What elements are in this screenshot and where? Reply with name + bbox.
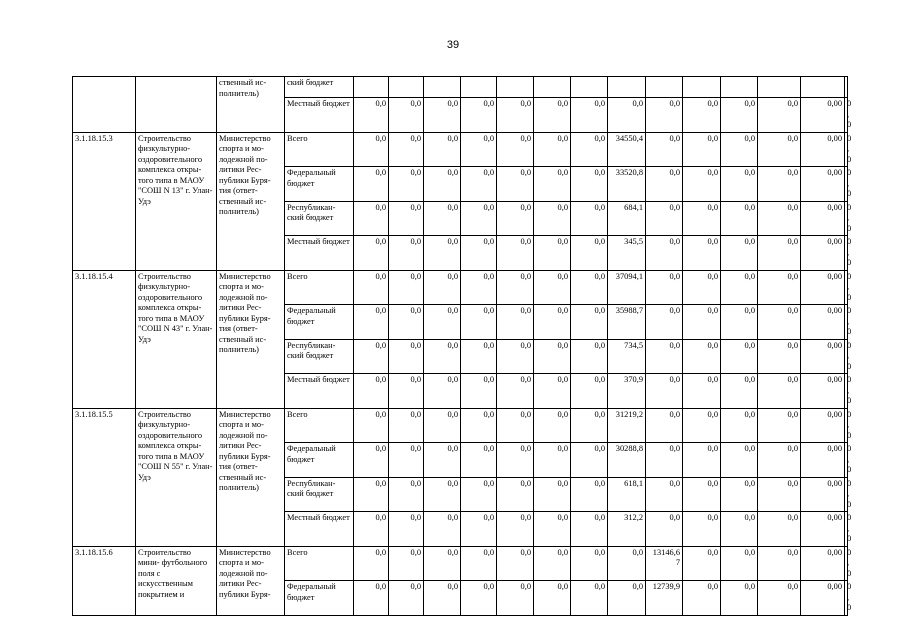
table-body bbox=[73, 77, 852, 616]
value-cell: 0,0 bbox=[497, 98, 534, 133]
value-cell: 0,0 bbox=[683, 236, 721, 271]
value-cell: 0,0 bbox=[354, 512, 389, 547]
value-cell: 0,0 bbox=[497, 477, 534, 512]
source-cell: ский бюджет bbox=[285, 77, 354, 98]
value-cell: 0,0 bbox=[758, 132, 801, 167]
value-cell: 0,0 bbox=[424, 305, 461, 340]
value-cell: 12739,9 bbox=[646, 581, 683, 616]
value-cell bbox=[571, 77, 608, 98]
source-cell: Федеральный бюджет bbox=[285, 443, 354, 478]
value-cell: 0,0 bbox=[571, 98, 608, 133]
value-cell: 0,0 bbox=[571, 305, 608, 340]
source-cell: Всего bbox=[285, 132, 354, 167]
value-cell: 0,0 bbox=[534, 512, 571, 547]
value-cell: 0,0 bbox=[646, 236, 683, 271]
value-cell: 0,0 bbox=[389, 339, 424, 374]
value-cell bbox=[646, 77, 683, 98]
value-cell: 0,0 bbox=[354, 443, 389, 478]
value-cell: 0,0 bbox=[683, 408, 721, 443]
value-cell: 0,0 bbox=[721, 581, 758, 616]
value-cell: 0,0 bbox=[683, 132, 721, 167]
value-cell: 0,0 bbox=[758, 167, 801, 202]
value-cell: 0,0 bbox=[534, 477, 571, 512]
value-cell: 0,0 bbox=[497, 339, 534, 374]
value-cell: 0,0 bbox=[461, 98, 497, 133]
value-cell: 0,0 bbox=[389, 512, 424, 547]
value-cell: 0,0 bbox=[571, 339, 608, 374]
value-cell: 0,0 bbox=[845, 201, 848, 236]
value-cell: 35988,7 bbox=[608, 305, 646, 340]
source-cell: Всего bbox=[285, 546, 354, 581]
value-cell: 0,0 bbox=[497, 512, 534, 547]
value-cell: 0,0 bbox=[721, 167, 758, 202]
code-cell: 3.1.18.15.3 bbox=[73, 132, 136, 270]
value-cell: 0,0 bbox=[721, 546, 758, 581]
value-cell: 0,0 bbox=[758, 339, 801, 374]
value-cell: 33520,8 bbox=[608, 167, 646, 202]
name-cell: Строительство мини- футбольного поля с искусственным покрытием и bbox=[136, 546, 217, 615]
value-cell: 0,00 bbox=[801, 443, 845, 478]
value-cell: 0,0 bbox=[646, 167, 683, 202]
value-cell: 0,0 bbox=[461, 443, 497, 478]
value-cell: 0,0 bbox=[758, 374, 801, 409]
value-cell: 0,0 bbox=[534, 270, 571, 305]
value-cell: 0,0 bbox=[758, 201, 801, 236]
code-cell: 3.1.18.15.5 bbox=[73, 408, 136, 546]
value-cell: 0,0 bbox=[534, 339, 571, 374]
value-cell: 0,0 bbox=[424, 546, 461, 581]
value-cell: 0,0 bbox=[571, 374, 608, 409]
value-cell bbox=[801, 77, 845, 98]
value-cell: 0,0 bbox=[683, 305, 721, 340]
value-cell: 0,0 bbox=[461, 374, 497, 409]
executor-cell: Министерство спорта и мо- лодежной по- литики Рес- публики Буря- тия (ответ- ственный ис- полнитель) bbox=[217, 132, 285, 270]
value-cell: 0,0 bbox=[534, 98, 571, 133]
value-cell: 0,0 bbox=[646, 201, 683, 236]
value-cell: 0,0 bbox=[608, 546, 646, 581]
value-cell: 0,0 bbox=[646, 374, 683, 409]
value-cell: 0,0 bbox=[534, 236, 571, 271]
value-cell: 0,0 bbox=[354, 132, 389, 167]
value-cell: 0,0 bbox=[758, 512, 801, 547]
value-cell: 0,0 bbox=[571, 408, 608, 443]
value-cell: 0,0 bbox=[424, 167, 461, 202]
value-cell: 34550,4 bbox=[608, 132, 646, 167]
value-cell: 0,0 bbox=[571, 443, 608, 478]
source-cell: Всего bbox=[285, 270, 354, 305]
value-cell: 0,00 bbox=[801, 167, 845, 202]
value-cell: 0,0 bbox=[534, 581, 571, 616]
value-cell: 0,0 bbox=[758, 443, 801, 478]
value-cell: 0,0 bbox=[534, 305, 571, 340]
value-cell: 0,0 bbox=[646, 305, 683, 340]
value-cell: 0,0 bbox=[461, 167, 497, 202]
value-cell: 0,0 bbox=[389, 132, 424, 167]
value-cell bbox=[424, 77, 461, 98]
source-cell: Республикан- ский бюджет bbox=[285, 339, 354, 374]
value-cell: 0,0 bbox=[758, 98, 801, 133]
value-cell: 0,0 bbox=[721, 374, 758, 409]
value-cell: 0,00 bbox=[801, 305, 845, 340]
value-cell: 0,0 bbox=[646, 339, 683, 374]
value-cell: 0,0 bbox=[571, 201, 608, 236]
source-cell: Местный бюджет bbox=[285, 512, 354, 547]
value-cell: 0,0 bbox=[721, 236, 758, 271]
value-cell: 0,0 bbox=[389, 546, 424, 581]
value-cell: 0,0 bbox=[534, 546, 571, 581]
page-number: 39 bbox=[446, 39, 460, 51]
value-cell: 0,0 bbox=[424, 477, 461, 512]
value-cell: 0,0 bbox=[683, 201, 721, 236]
budget-table bbox=[72, 76, 852, 616]
value-cell: 0,0 bbox=[354, 374, 389, 409]
value-cell: 0,0 bbox=[354, 167, 389, 202]
value-cell: 0,0 bbox=[571, 167, 608, 202]
value-cell: 0,0 bbox=[758, 408, 801, 443]
value-cell: 0,0 bbox=[845, 443, 848, 478]
value-cell: 0,0 bbox=[354, 270, 389, 305]
value-cell: 0,0 bbox=[497, 167, 534, 202]
value-cell: 0,00 bbox=[801, 546, 845, 581]
value-cell: 0,00 bbox=[801, 374, 845, 409]
value-cell: 0,0 bbox=[497, 270, 534, 305]
value-cell: 0,0 bbox=[389, 305, 424, 340]
value-cell: 0,0 bbox=[721, 408, 758, 443]
value-cell: 0,0 bbox=[758, 546, 801, 581]
value-cell: 0,0 bbox=[461, 408, 497, 443]
value-cell: 0,0 bbox=[354, 477, 389, 512]
value-cell: 0,00 bbox=[801, 408, 845, 443]
value-cell: 0,0 bbox=[461, 546, 497, 581]
value-cell: 0,0 bbox=[571, 477, 608, 512]
value-cell: 0,0 bbox=[646, 98, 683, 133]
value-cell: 0,0 bbox=[389, 374, 424, 409]
value-cell: 0,0 bbox=[683, 512, 721, 547]
value-cell: 37094,1 bbox=[608, 270, 646, 305]
value-cell: 0,0 bbox=[497, 374, 534, 409]
value-cell: 0,0 bbox=[721, 443, 758, 478]
value-cell bbox=[354, 77, 389, 98]
value-cell: 0,00 bbox=[801, 581, 845, 616]
value-cell: 0,0 bbox=[424, 374, 461, 409]
value-cell: 0,0 bbox=[497, 305, 534, 340]
value-cell: 0,0 bbox=[721, 201, 758, 236]
value-cell: 0,0 bbox=[571, 270, 608, 305]
value-cell: 0,0 bbox=[389, 167, 424, 202]
value-cell: 0,0 bbox=[845, 581, 848, 616]
value-cell: 0,0 bbox=[646, 512, 683, 547]
table-row bbox=[73, 77, 848, 98]
value-cell: 0,0 bbox=[608, 581, 646, 616]
source-cell: Федеральный бюджет bbox=[285, 167, 354, 202]
value-cell bbox=[608, 77, 646, 98]
value-cell: 0,0 bbox=[721, 339, 758, 374]
executor-cell: Министерство спорта и мо- лодежной по- литики Рес- публики Буря- тия (ответ- ственный ис- полнитель) bbox=[217, 408, 285, 546]
value-cell: 0,0 bbox=[389, 581, 424, 616]
table-row bbox=[73, 270, 848, 305]
value-cell: 31219,2 bbox=[608, 408, 646, 443]
value-cell: 0,0 bbox=[461, 270, 497, 305]
value-cell: 0,0 bbox=[758, 581, 801, 616]
value-cell: 30288,8 bbox=[608, 443, 646, 478]
value-cell: 0,0 bbox=[845, 305, 848, 340]
value-cell: 0,00 bbox=[801, 201, 845, 236]
value-cell: 0,0 bbox=[424, 270, 461, 305]
value-cell: 0,00 bbox=[801, 236, 845, 271]
value-cell: 0,0 bbox=[845, 374, 848, 409]
value-cell: 0,0 bbox=[534, 132, 571, 167]
value-cell: 0,0 bbox=[683, 581, 721, 616]
value-cell: 0,0 bbox=[721, 132, 758, 167]
value-cell: 0,0 bbox=[646, 132, 683, 167]
source-cell: Всего bbox=[285, 408, 354, 443]
value-cell: 0,0 bbox=[608, 98, 646, 133]
value-cell: 0,0 bbox=[354, 546, 389, 581]
value-cell: 0,0 bbox=[845, 132, 848, 167]
table-row bbox=[73, 408, 848, 443]
value-cell: 0,0 bbox=[683, 98, 721, 133]
executor-cell: ственный ис- полнитель) bbox=[217, 77, 285, 133]
value-cell: 0,0 bbox=[497, 201, 534, 236]
source-cell: Федеральный бюджет bbox=[285, 305, 354, 340]
value-cell bbox=[534, 77, 571, 98]
source-cell: Федеральный бюджет bbox=[285, 581, 354, 616]
value-cell: 0,0 bbox=[571, 132, 608, 167]
value-cell: 0,0 bbox=[389, 477, 424, 512]
value-cell: 0,0 bbox=[389, 236, 424, 271]
value-cell: 0,0 bbox=[354, 581, 389, 616]
value-cell bbox=[497, 77, 534, 98]
value-cell: 0,0 bbox=[389, 270, 424, 305]
value-cell: 0,0 bbox=[497, 546, 534, 581]
value-cell: 0,0 bbox=[424, 443, 461, 478]
executor-cell: Министерство спорта и мо- лодежной по- литики Рес- публики Буря- тия (ответ- ственный ис- полнитель) bbox=[217, 270, 285, 408]
value-cell: 0,0 bbox=[354, 98, 389, 133]
value-cell: 0,0 bbox=[534, 443, 571, 478]
value-cell: 0,0 bbox=[497, 408, 534, 443]
value-cell: 0,0 bbox=[461, 236, 497, 271]
value-cell: 0,0 bbox=[571, 581, 608, 616]
value-cell: 0,0 bbox=[683, 270, 721, 305]
value-cell: 0,00 bbox=[801, 132, 845, 167]
table-row bbox=[73, 546, 848, 581]
code-cell: 3.1.18.15.4 bbox=[73, 270, 136, 408]
value-cell: 0,00 bbox=[801, 98, 845, 133]
value-cell: 0,0 bbox=[534, 374, 571, 409]
value-cell: 0,0 bbox=[845, 408, 848, 443]
value-cell: 0,0 bbox=[534, 408, 571, 443]
source-cell: Местный бюджет bbox=[285, 98, 354, 133]
value-cell: 0,0 bbox=[389, 443, 424, 478]
value-cell: 0,0 bbox=[571, 512, 608, 547]
value-cell: 312,2 bbox=[608, 512, 646, 547]
value-cell: 0,0 bbox=[845, 270, 848, 305]
value-cell: 0,0 bbox=[721, 98, 758, 133]
value-cell: 0,0 bbox=[721, 477, 758, 512]
name-cell: Строительство физкультурно- оздоровительного комплекса откры- того типа в МАОУ "СОШ N 55" г. Улан-Удэ bbox=[136, 408, 217, 546]
value-cell: 0,0 bbox=[424, 339, 461, 374]
value-cell: 0,0 bbox=[683, 374, 721, 409]
value-cell: 0,0 bbox=[758, 477, 801, 512]
source-cell: Местный бюджет bbox=[285, 374, 354, 409]
value-cell: 0,00 bbox=[801, 270, 845, 305]
value-cell: 0,0 bbox=[461, 201, 497, 236]
value-cell: 0,00 bbox=[801, 512, 845, 547]
value-cell: 345,5 bbox=[608, 236, 646, 271]
value-cell bbox=[721, 77, 758, 98]
value-cell: 0,0 bbox=[424, 581, 461, 616]
value-cell: 0,0 bbox=[758, 270, 801, 305]
value-cell: 0,00 bbox=[801, 477, 845, 512]
value-cell: 0,0 bbox=[424, 201, 461, 236]
value-cell: 0,0 bbox=[721, 305, 758, 340]
value-cell bbox=[683, 77, 721, 98]
value-cell: 0,0 bbox=[721, 512, 758, 547]
table-row bbox=[73, 132, 848, 167]
value-cell: 0,0 bbox=[424, 132, 461, 167]
value-cell: 0,0 bbox=[461, 512, 497, 547]
value-cell: 0,0 bbox=[534, 167, 571, 202]
value-cell: 0,0 bbox=[683, 339, 721, 374]
value-cell: 0,0 bbox=[683, 546, 721, 581]
value-cell: 0,0 bbox=[354, 305, 389, 340]
value-cell: 0,0 bbox=[424, 408, 461, 443]
value-cell: 0,0 bbox=[571, 236, 608, 271]
value-cell: 0,0 bbox=[461, 339, 497, 374]
value-cell bbox=[461, 77, 497, 98]
value-cell: 684,1 bbox=[608, 201, 646, 236]
value-cell: 0,0 bbox=[497, 236, 534, 271]
value-cell: 0,0 bbox=[389, 408, 424, 443]
source-cell: Республикан- ский бюджет bbox=[285, 477, 354, 512]
value-cell bbox=[845, 77, 848, 98]
value-cell: 0,0 bbox=[497, 132, 534, 167]
value-cell bbox=[758, 77, 801, 98]
value-cell: 0,0 bbox=[758, 236, 801, 271]
value-cell: 0,0 bbox=[354, 236, 389, 271]
value-cell: 0,0 bbox=[845, 477, 848, 512]
value-cell: 0,0 bbox=[461, 477, 497, 512]
value-cell: 0,0 bbox=[683, 477, 721, 512]
value-cell: 0,0 bbox=[646, 477, 683, 512]
value-cell: 0,0 bbox=[758, 305, 801, 340]
value-cell: 0,0 bbox=[646, 408, 683, 443]
value-cell: 0,0 bbox=[497, 581, 534, 616]
value-cell: 0,0 bbox=[424, 236, 461, 271]
value-cell: 0,0 bbox=[354, 339, 389, 374]
source-cell: Республикан- ский бюджет bbox=[285, 201, 354, 236]
value-cell: 0,0 bbox=[721, 270, 758, 305]
value-cell: 0,0 bbox=[389, 201, 424, 236]
value-cell: 0,0 bbox=[845, 98, 848, 133]
value-cell: 734,5 bbox=[608, 339, 646, 374]
value-cell: 370,9 bbox=[608, 374, 646, 409]
code-cell bbox=[73, 77, 136, 133]
value-cell: 0,0 bbox=[683, 443, 721, 478]
value-cell: 0,0 bbox=[354, 408, 389, 443]
value-cell bbox=[389, 77, 424, 98]
value-cell: 0,0 bbox=[646, 443, 683, 478]
value-cell: 0,0 bbox=[845, 512, 848, 547]
source-cell: Местный бюджет bbox=[285, 236, 354, 271]
value-cell: 0,0 bbox=[845, 167, 848, 202]
value-cell: 0,0 bbox=[571, 546, 608, 581]
code-cell: 3.1.18.15.6 bbox=[73, 546, 136, 615]
value-cell: 0,0 bbox=[845, 339, 848, 374]
name-cell: Строительство физкультурно- оздоровительного комплекса откры- того типа в МАОУ "СОШ N 43" г. Улан-Удэ bbox=[136, 270, 217, 408]
name-cell bbox=[136, 77, 217, 133]
value-cell: 0,0 bbox=[845, 546, 848, 581]
value-cell: 618,1 bbox=[608, 477, 646, 512]
value-cell: 0,0 bbox=[534, 201, 571, 236]
value-cell: 0,0 bbox=[646, 270, 683, 305]
value-cell: 0,0 bbox=[461, 581, 497, 616]
value-cell: 0,0 bbox=[389, 98, 424, 133]
value-cell: 0,0 bbox=[845, 236, 848, 271]
value-cell: 0,0 bbox=[424, 512, 461, 547]
value-cell: 0,00 bbox=[801, 339, 845, 374]
value-cell: 0,0 bbox=[497, 443, 534, 478]
value-cell: 13146,6 7 bbox=[646, 546, 683, 581]
name-cell: Строительство физкультурно- оздоровительного комплекса откры- того типа в МАОУ "СОШ N 13" г. Улан-Удэ bbox=[136, 132, 217, 270]
value-cell: 0,0 bbox=[461, 305, 497, 340]
value-cell: 0,0 bbox=[461, 132, 497, 167]
executor-cell: Министерство спорта и мо- лодежной по- литики Рес- публики Буря- bbox=[217, 546, 285, 615]
value-cell: 0,0 bbox=[424, 98, 461, 133]
value-cell: 0,0 bbox=[354, 201, 389, 236]
value-cell: 0,0 bbox=[683, 167, 721, 202]
